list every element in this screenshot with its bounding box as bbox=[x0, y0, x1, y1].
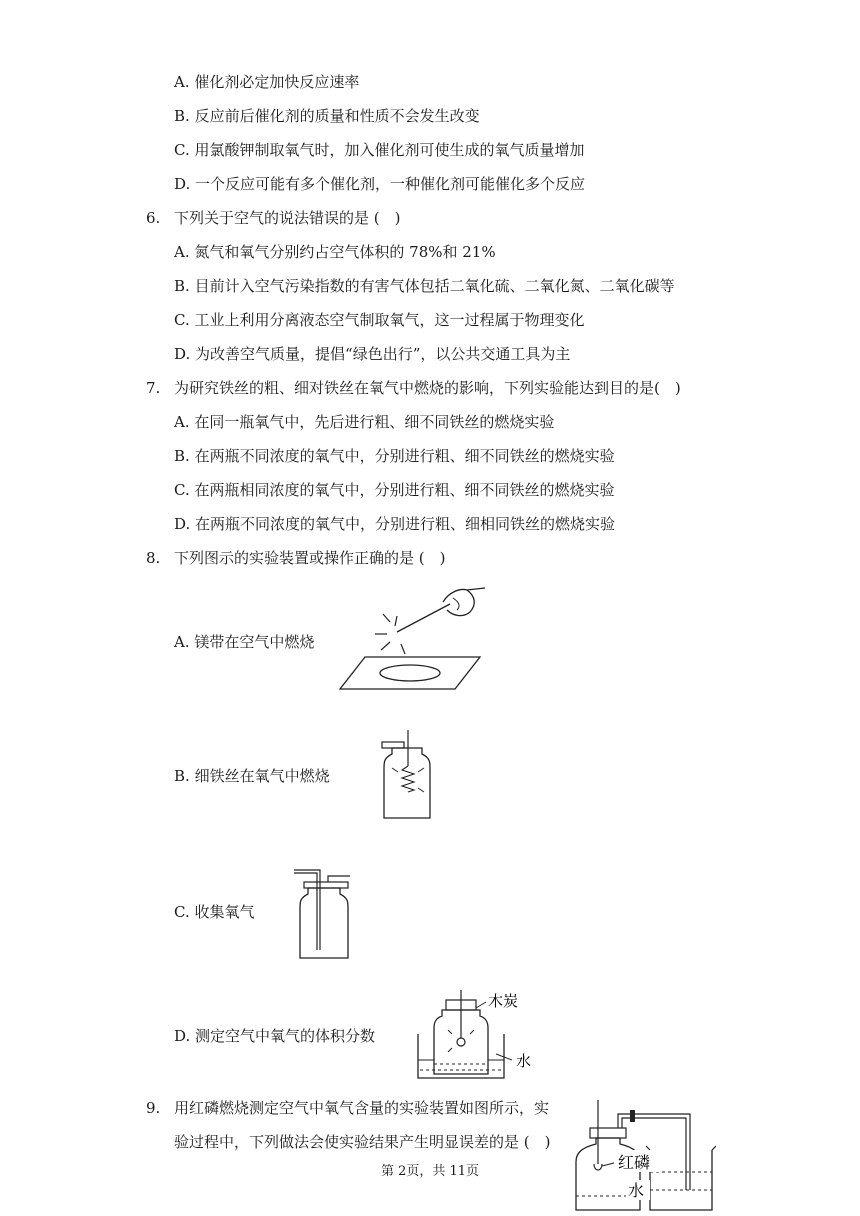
q7-option-a bbox=[174, 412, 554, 432]
q7-number: 7. bbox=[146, 379, 161, 397]
q8-option-d bbox=[174, 1026, 375, 1046]
q7-option-c bbox=[174, 480, 615, 500]
magnesium-burning-figure bbox=[335, 582, 495, 692]
q5-option-d bbox=[174, 174, 585, 194]
q9-stem-line1: 用红磷燃烧测定空气中氧气含量的实验装置如图所示，实 bbox=[174, 1099, 550, 1117]
option-label: B. bbox=[174, 107, 190, 125]
option-label: A. bbox=[174, 243, 190, 261]
option-text: 在两瓶不同浓度的氧气中，分别进行粗、细相同铁丝的燃烧实验 bbox=[195, 515, 616, 533]
q7-option-d bbox=[174, 514, 615, 534]
label-charcoal: 木炭 bbox=[488, 992, 519, 1010]
option-label: B. bbox=[174, 277, 190, 295]
option-text: 一个反应可能有多个催化剂，一种催化剂可能催化多个反应 bbox=[195, 175, 586, 193]
label-red-phosphorus: 红磷 bbox=[618, 1153, 651, 1172]
q5-option-c bbox=[174, 140, 585, 160]
q5-option-a bbox=[174, 72, 359, 92]
option-label: B. bbox=[174, 767, 190, 785]
q6-option-d bbox=[174, 344, 570, 364]
option-label: D. bbox=[174, 515, 191, 533]
option-text: 在两瓶不同浓度的氧气中，分别进行粗、细不同铁丝的燃烧实验 bbox=[194, 447, 615, 465]
charcoal-oxygen-figure bbox=[412, 990, 552, 1080]
option-text: 氮气和氧气分别约占空气体积的 78%和 21% bbox=[194, 243, 496, 261]
option-text: 收集氧气 bbox=[194, 903, 255, 921]
q8-option-a bbox=[174, 632, 314, 652]
option-text: 用氯酸钾制取氧气时，加入催化剂可使生成的氧气质量增加 bbox=[194, 141, 585, 159]
page-footer: 第 2页，共 11页 bbox=[380, 1164, 480, 1179]
option-text: 镁带在空气中燃烧 bbox=[194, 633, 315, 651]
option-label: A. bbox=[174, 73, 190, 91]
option-label: A. bbox=[174, 413, 190, 431]
q5-option-b bbox=[174, 106, 480, 126]
option-label: C. bbox=[174, 481, 190, 499]
q9-number: 9. bbox=[146, 1099, 161, 1117]
option-label: C. bbox=[174, 141, 190, 159]
option-label: A. bbox=[174, 633, 190, 651]
q6-option-c bbox=[174, 310, 585, 330]
option-text: 目前计入空气污染指数的有害气体包括二氧化硫、二氧化氮、二氧化碳等 bbox=[194, 277, 675, 295]
iron-wire-burning-figure bbox=[378, 728, 438, 824]
option-label: D. bbox=[174, 345, 191, 363]
gas-collection-figure bbox=[290, 866, 360, 962]
option-label: D. bbox=[174, 175, 191, 193]
option-text: 反应前后催化剂的质量和性质不会发生改变 bbox=[194, 107, 480, 125]
q6-stem: 下列关于空气的说法错误的是 ( ) bbox=[174, 209, 401, 227]
q8-option-b bbox=[174, 766, 330, 786]
q7-option-b bbox=[174, 446, 615, 466]
q6-number: 6. bbox=[146, 209, 161, 227]
option-text: 在同一瓶氧气中，先后进行粗、细不同铁丝的燃烧实验 bbox=[194, 413, 555, 431]
label-water: 水 bbox=[516, 1052, 532, 1070]
option-label: C. bbox=[174, 311, 190, 329]
option-text: 测定空气中氧气的体积分数 bbox=[195, 1027, 376, 1045]
q8-number: 8. bbox=[146, 549, 161, 567]
q9-stem-line2: 验过程中，下列做法会使实验结果产生明显误差的是 ( ) bbox=[174, 1133, 551, 1151]
option-text: 为改善空气质量，提倡“绿色出行”，以公共交通工具为主 bbox=[195, 345, 571, 363]
q8-stem: 下列图示的实验装置或操作正确的是 ( ) bbox=[174, 549, 446, 567]
option-text: 在两瓶相同浓度的氧气中，分别进行粗、细不同铁丝的燃烧实验 bbox=[194, 481, 615, 499]
option-text: 细铁丝在氧气中燃烧 bbox=[194, 767, 330, 785]
option-label: C. bbox=[174, 903, 190, 921]
q7-stem: 为研究铁丝的粗、细对铁丝在氧气中燃烧的影响，下列实验能达到目的是( ) bbox=[174, 379, 681, 397]
q6-option-a bbox=[174, 242, 496, 262]
option-label: B. bbox=[174, 447, 190, 465]
q6-option-b bbox=[174, 276, 675, 296]
q8-option-c bbox=[174, 902, 255, 922]
red-phosphorus-apparatus-figure bbox=[566, 1100, 716, 1212]
label-water: 水 bbox=[628, 1181, 645, 1200]
option-text: 催化剂必定加快反应速率 bbox=[194, 73, 360, 91]
option-text: 工业上利用分离液态空气制取氧气，这一过程属于物理变化 bbox=[194, 311, 585, 329]
option-label: D. bbox=[174, 1027, 191, 1045]
